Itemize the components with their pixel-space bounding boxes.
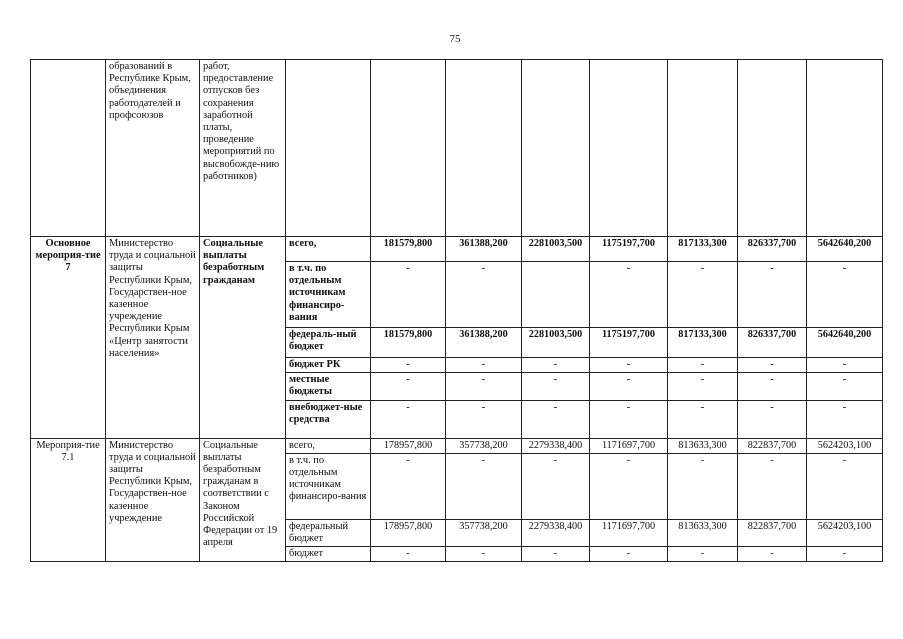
value-cell: - [371, 373, 446, 400]
value-cell: 813633,300 [668, 438, 738, 453]
value-cell: - [807, 453, 883, 519]
value-cell: 1171697,700 [590, 519, 668, 546]
measure-7-executor: Министерство труда и социальной защиты Республики Крым, Государствен-ное казенное учреждение Республики Крым «Центр занятости населения» [106, 237, 200, 439]
value-cell: 817133,300 [668, 328, 738, 358]
source-cell: федераль-ный бюджет [286, 328, 371, 358]
value-cell: 181579,800 [371, 237, 446, 262]
value-cell: - [738, 262, 807, 328]
value-cell: 361388,200 [446, 237, 522, 262]
value-cell: - [807, 358, 883, 373]
source-cell: бюджет РК [286, 358, 371, 373]
value-cell: 178957,800 [371, 438, 446, 453]
value-cell: - [446, 400, 522, 438]
value-cell: 826337,700 [738, 237, 807, 262]
value-cell: - [522, 358, 590, 373]
executor-cell: образований в Республике Крым, объединения работодателей и профсоюзов [106, 60, 200, 237]
value-cell: - [738, 400, 807, 438]
value-cell: - [738, 547, 807, 562]
value-cell: - [668, 262, 738, 328]
value-cell: 1175197,700 [590, 237, 668, 262]
value-cell: 1171697,700 [590, 438, 668, 453]
value-cell: - [522, 400, 590, 438]
financing-table [30, 59, 883, 562]
continued-row [31, 60, 883, 237]
value-cell: - [590, 373, 668, 400]
value-cell: 826337,700 [738, 328, 807, 358]
value-cell: - [371, 453, 446, 519]
measure-7-1-executor: Министерство труда и социальной защиты Республики Крым, Государствен-ное казенное учреждение [106, 438, 200, 562]
source-cell: федеральный бюджет [286, 519, 371, 546]
value-cell: 5624203,100 [807, 519, 883, 546]
value-cell: 822837,700 [738, 519, 807, 546]
page-number: 75 [449, 33, 461, 45]
value-cell: - [807, 373, 883, 400]
value-cell: - [371, 400, 446, 438]
value-cell: - [738, 373, 807, 400]
value-cell: 2281003,500 [522, 328, 590, 358]
measure-7-1-description: Социальные выплаты безработным гражданам в соответствии с Законом Российской Федерации от 19 апреля [200, 438, 286, 562]
source-cell: в т.ч. по отдельным источникам финансиро-вания [286, 262, 371, 328]
value-cell: - [371, 262, 446, 328]
source-cell: бюджет [286, 547, 371, 562]
source-cell: местные бюджеты [286, 373, 371, 400]
value-cell: 5642640,200 [807, 237, 883, 262]
value-cell: 357738,200 [446, 438, 522, 453]
value-cell: 2279338,400 [522, 519, 590, 546]
value-cell: 357738,200 [446, 519, 522, 546]
value-cell: - [738, 453, 807, 519]
value-cell: - [446, 373, 522, 400]
source-cell [286, 60, 371, 237]
value-cell: 5642640,200 [807, 328, 883, 358]
value-cell: - [371, 547, 446, 562]
source-cell: всего, [286, 237, 371, 262]
value-cell: 813633,300 [668, 519, 738, 546]
measure-7-name: Основное мероприя-тие 7 [31, 237, 106, 439]
value-cell: - [668, 373, 738, 400]
value-cell: 1175197,700 [590, 328, 668, 358]
value-cell [522, 262, 590, 328]
value-cell: 2281003,500 [522, 237, 590, 262]
value-cell: 361388,200 [446, 328, 522, 358]
table-row [31, 438, 883, 453]
value-cell: - [446, 547, 522, 562]
value-cell: - [446, 262, 522, 328]
value-cell: 817133,300 [668, 237, 738, 262]
value-cell: - [590, 262, 668, 328]
value-cell: - [668, 358, 738, 373]
value-cell: - [522, 373, 590, 400]
value-cell: - [590, 547, 668, 562]
name-cell [31, 60, 106, 237]
table-row [31, 237, 883, 262]
measure-7-description: Социальные выплаты безработным гражданам [200, 237, 286, 439]
value-cell: - [371, 358, 446, 373]
value-cell: - [522, 547, 590, 562]
value-cell: 822837,700 [738, 438, 807, 453]
value-cell: - [807, 547, 883, 562]
value-cell: - [807, 262, 883, 328]
value-cell: - [446, 358, 522, 373]
value-cell: - [668, 453, 738, 519]
value-cell: - [522, 453, 590, 519]
source-cell: в т.ч. по отдельным источникам финансиро-вания [286, 453, 371, 519]
value-cell: - [668, 400, 738, 438]
value-cell: 178957,800 [371, 519, 446, 546]
value-cell: - [446, 453, 522, 519]
value-cell: - [590, 453, 668, 519]
value-cell: 181579,800 [371, 328, 446, 358]
value-cell: 5624203,100 [807, 438, 883, 453]
source-cell: всего, [286, 438, 371, 453]
measure-7-1-name: Мероприя-тие 7.1 [31, 438, 106, 562]
value-cell: - [807, 400, 883, 438]
value-cell: 2279338,400 [522, 438, 590, 453]
value-cell: - [590, 358, 668, 373]
source-cell: внебюджет-ные средства [286, 400, 371, 438]
value-cell: - [738, 358, 807, 373]
value-cell: - [668, 547, 738, 562]
description-cell: работ, предоставление отпусков без сохранения заработной платы, проведение мероприятий по высвобожде-нию работников) [200, 60, 286, 237]
value-cell: - [590, 400, 668, 438]
